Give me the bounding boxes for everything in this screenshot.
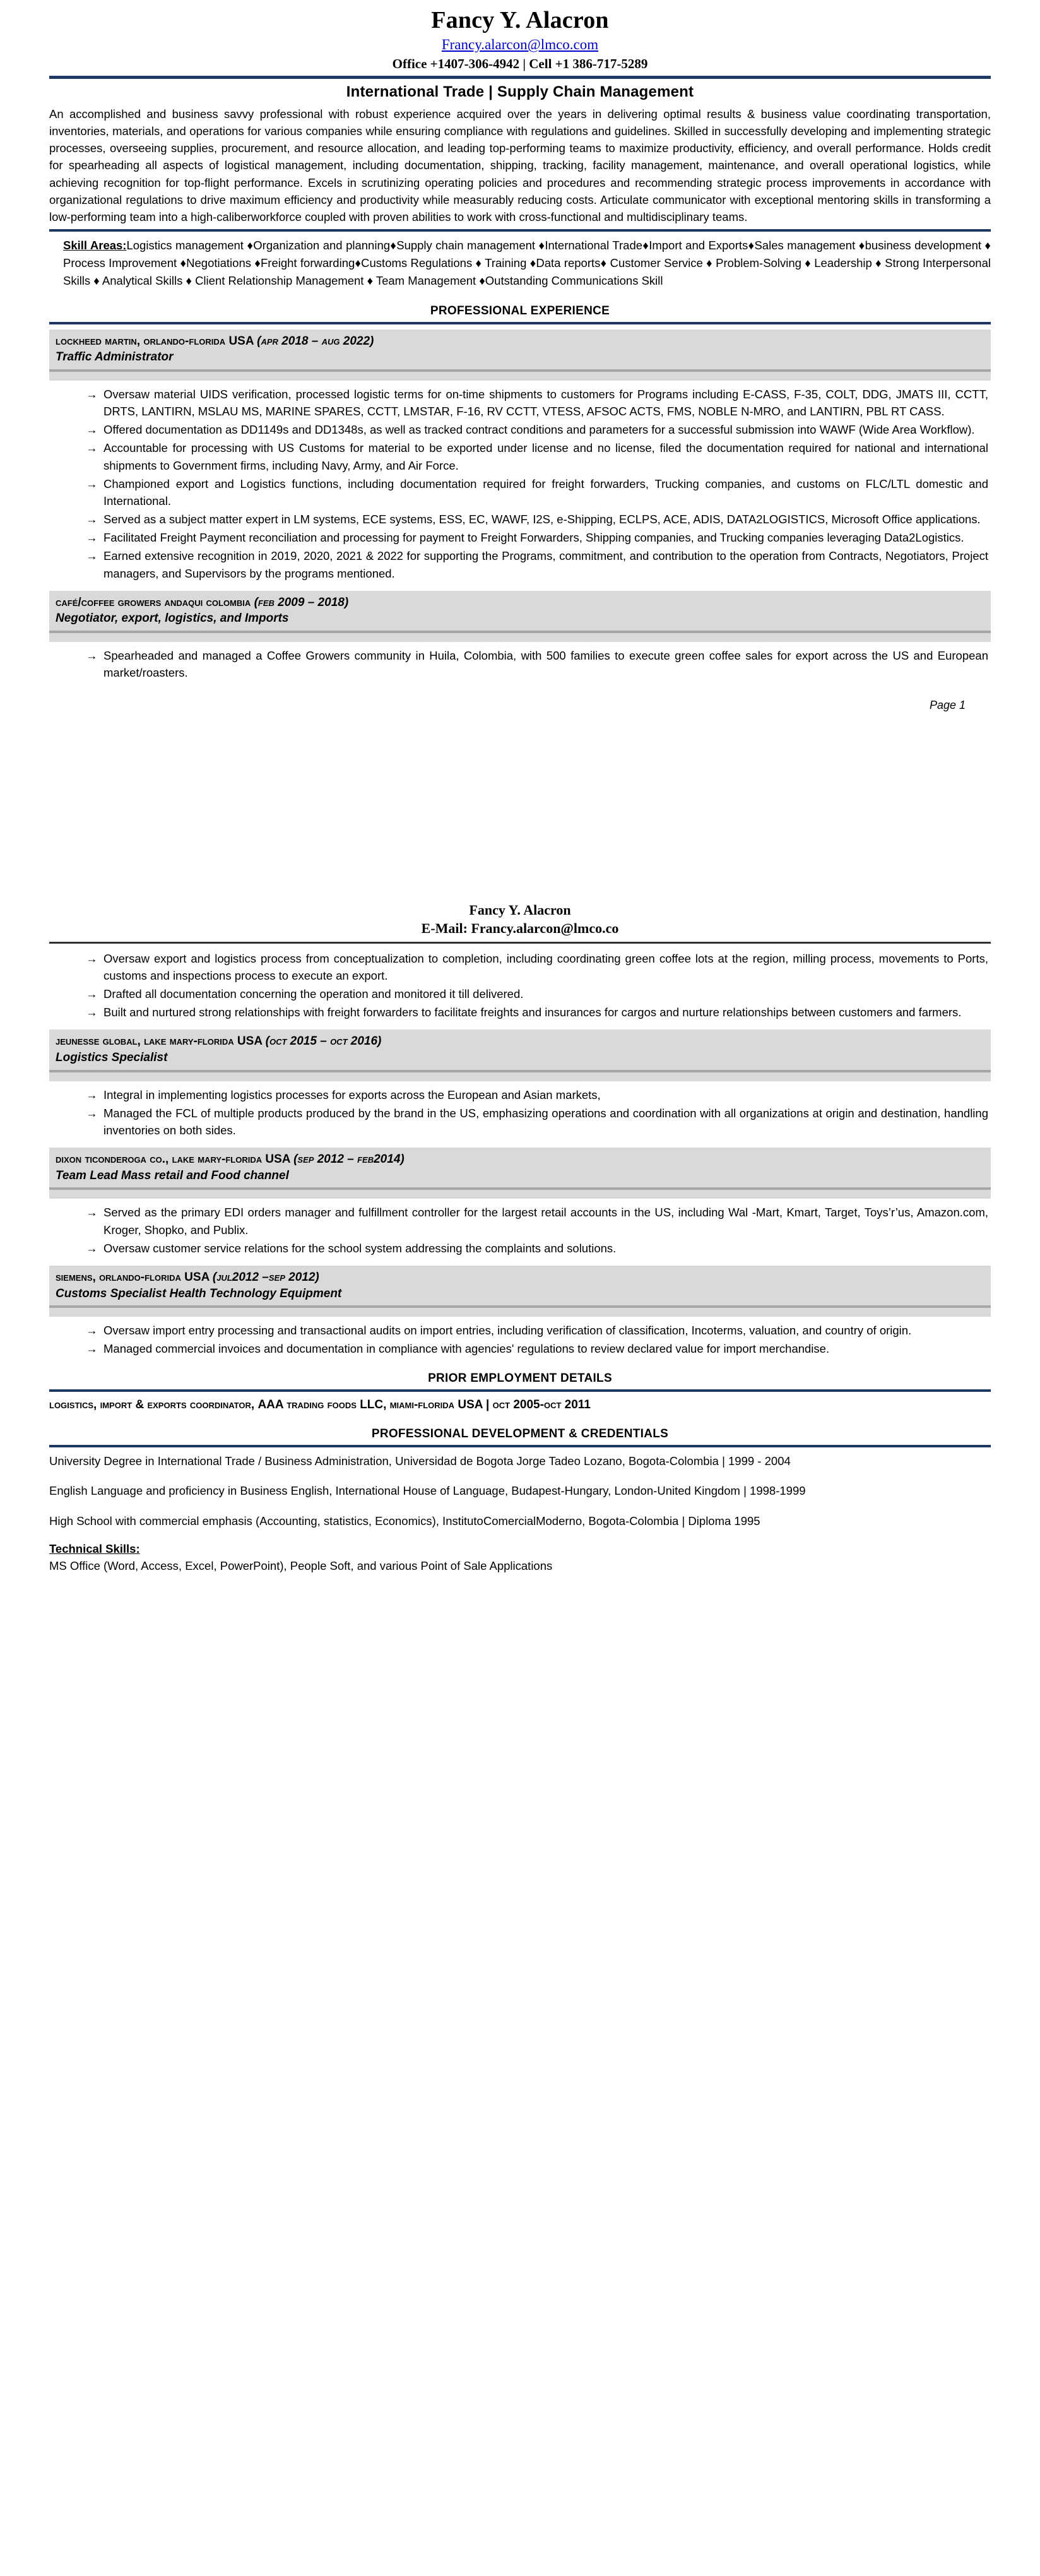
job-header-bar	[49, 591, 991, 631]
prior-employment-company: trading foods	[287, 1398, 360, 1411]
credential-item: University Degree in International Trade / Business Administration, Universidad de Bogota Jorge Tadeo Lozano, Bogota-Colombia | 1999 - 2004	[49, 1454, 791, 1468]
job-company-line	[56, 1151, 984, 1168]
list-item: → Managed the FCL of multiple products produced by the brand in the US, emphasizing operations and coordination with all organizations at origin and destination, handling inventories on both sides.	[86, 1105, 988, 1139]
job-role-title: Customs Specialist Health Technology Equipment	[56, 1286, 342, 1300]
list-item: → Served as a subject matter expert in LM systems, ECE systems, ESS, EC, WAWF, I2S, e-Shipping, ECLPS, ACE, ADIS, DATA2LOGISTICS, Microsoft Office applications.	[86, 511, 988, 528]
skill-areas	[49, 237, 991, 290]
prior-employment-entry	[49, 1397, 991, 1414]
job-entry	[49, 329, 991, 582]
skills-divider	[49, 229, 991, 232]
job-entry	[49, 1266, 991, 1358]
page-number-footer: Page 1	[929, 699, 966, 712]
list-item: → Served as the primary EDI orders manager and fulfillment controller for the largest retail accounts in the US, including Wal -Mart, Kmart, Target, Toys’r’us, Amazon.com, Kroger, Shopko, and Publix.	[86, 1204, 988, 1238]
job-company-line	[56, 1269, 984, 1286]
job-company-line	[56, 333, 984, 350]
job-dates: (jul2012 –sep 2012)	[212, 1270, 319, 1284]
job-company-name: jeunesse global, lake mary-florida	[56, 1035, 237, 1048]
job-role-title: Logistics Specialist	[56, 1051, 168, 1064]
list-item: → Integral in implementing logistics processes for exports across the European and Asian markets,	[86, 1086, 988, 1103]
list-item: → Spearheaded and managed a Coffee Growers community in Huila, Colombia, with 500 families to execute green coffee sales for export across the US and European market/roasters.	[86, 647, 988, 681]
job-company-country: USA	[228, 334, 257, 348]
page-two-email: E-Mail: Francy.alarcon@lmco.co	[421, 920, 619, 937]
job-header-bar	[49, 329, 991, 369]
phone-numbers: Office +1407-306-4942 | Cell +1 386-717-5289	[392, 56, 648, 71]
credential-item: English Language and proficiency in Business English, International House of Language, Budapest-Hungary, London-United Kingdom | 1998-1999	[49, 1484, 806, 1498]
section-heading-professional-experience: PROFESSIONAL EXPERIENCE	[430, 304, 610, 318]
job-header-bar-footer	[49, 1305, 991, 1317]
job-bullet-list	[49, 1086, 991, 1139]
prior-employment-location: miami-florida	[389, 1398, 458, 1411]
experience-divider	[49, 322, 991, 324]
page-two-divider	[49, 942, 991, 944]
prior-employment-entity: LLC,	[360, 1398, 390, 1411]
prior-employment-divider	[49, 1389, 991, 1392]
prior-employment-country: USA |	[458, 1398, 493, 1411]
job-dates: (apr 2018 – aug 2022)	[257, 334, 374, 348]
section-heading-prior-employment: PRIOR EMPLOYMENT DETAILS	[428, 1371, 612, 1385]
job-company-name: lockheed martin, orlando-florida	[56, 334, 229, 348]
list-item: → Facilitated Freight Payment reconciliation and processing for payment to Freight Forwarders, Shipping companies, and Trucking companies leveraging Data2Logistics.	[86, 529, 988, 546]
page-break-spacer	[49, 712, 991, 901]
list-item: → Built and nurtured strong relationships with freight forwarders to facilitate freights and insurances for cargos and nurture relationships between customers and farmers.	[86, 1004, 988, 1021]
list-item: → Drafted all documentation concerning the operation and monitored it till delivered.	[86, 985, 988, 1002]
job-company-country: USA	[184, 1270, 213, 1284]
job-header-bar	[49, 1266, 991, 1305]
list-item: → Oversaw customer service relations for the school system addressing the complaints and solutions.	[86, 1240, 988, 1257]
prior-employment-dates: oct 2005-oct 2011	[492, 1398, 591, 1411]
professional-summary: An accomplished and business savvy professional with robust experience acquired over the years in delivering optimal results & business value coordinating transportation, inventories, materials, and operations for various companies while ensuring compliance with regulations and guidelines. Skilled in successfully developing and implementing strategic processes, overseeing supplies, procurement, and resource allocation, and leading top-performing teams to maximize productivity, efficiency, and overall performance. Holds credit for spearheading all aspects of logistical management, including documentation, shipping, tracking, facility management, maintenance, and overall operational logistics, while achieving recognition for top-flight performance. Excels in scrutinizing operating policies and procedures and recommending strategic process improvements in accordance with organizational regulations to drive maximum efficiency and productivity while measurably reducing costs. Articulate communicator with exceptional mentoring skills in transforming a low-performing team into a high-caliberworkforce coupled with proven abilities to work with cross-functional and multidisciplinary teams.	[49, 107, 991, 223]
job-role-title: Negotiator, export, logistics, and Imports	[56, 612, 289, 626]
page-two-name: Fancy Y. Alacron	[469, 902, 571, 918]
job-header-bar	[49, 1148, 991, 1187]
page-title: Fancy Y. Alacron	[431, 7, 609, 33]
job-role-title: Team Lead Mass retail and Food channel	[56, 1168, 289, 1182]
technical-skills-list: MS Office (Word, Access, Excel, PowerPoint), People Soft, and various Point of Sale Applications	[49, 1558, 553, 1572]
job-header-bar-footer	[49, 1070, 991, 1081]
prior-employment-role: logistics, import & exports coordinator,	[49, 1398, 258, 1411]
job-company-country: USA	[265, 1153, 294, 1166]
job-dates: (sep 2012 – feb2014)	[293, 1153, 405, 1166]
continued-bullet-list	[49, 950, 991, 1021]
job-bullet-list	[49, 1204, 991, 1257]
job-company-line	[56, 1033, 984, 1050]
job-bullet-list	[49, 1322, 991, 1357]
job-entry	[49, 1148, 991, 1257]
skill-areas-list: Logistics management ♦Organization and planning♦Supply chain management ♦International Trade♦Import and Exports♦Sales management ♦business development ♦ Process Improvement ♦Negotiations ♦Freight forwarding♦Customs Regulations ♦ Training ♦Data reports♦ Customer Service ♦ Problem-Solving ♦ Leadership ♦ Strong Interpersonal Skills ♦ Analytical Skills ♦ Client Relationship Management ♦ Team Management ♦Outstanding Communications Skill	[63, 239, 991, 288]
job-bullet-list	[49, 386, 991, 582]
job-header-bar-footer	[49, 631, 991, 642]
job-dates: (feb 2009 – 2018)	[254, 595, 349, 609]
job-company-country: USA	[237, 1035, 266, 1048]
job-bullet-list	[49, 647, 991, 681]
job-entry	[49, 1030, 991, 1139]
list-item: → Oversaw import entry processing and transactional audits on import entries, including verification of classification, Incoterms, valuation, and country of origin.	[86, 1322, 988, 1339]
list-item: → Oversaw material UIDS verification, processed logistic terms for on-time shipments to customers for Programs including E-CASS, F-35, COLT, DDG, JMATS III, CCTT, DRTS, LANTIRN, MSLAU MS, MARINE SPARES, CCTT, LMSTAR, F-16, RV CCTT, VTESS, AFSOC ACTS, FMS, NOBLE N-MRO, and LANTIRN, PBL RT CASS.	[86, 386, 988, 420]
prior-employment-company-caps: AAA	[257, 1398, 287, 1411]
email-link[interactable]: Francy.alarcon@lmco.com	[441, 37, 599, 53]
job-header-bar-footer	[49, 369, 991, 381]
professional-title: International Trade | Supply Chain Management	[346, 83, 694, 100]
job-role-title: Traffic Administrator	[56, 350, 174, 364]
list-item: → Oversaw export and logistics process from conceptualization to completion, including coordinating green coffee lots at the region, milling process, movements to Ports, customs and inspections process to execute an export.	[86, 950, 988, 984]
header-divider	[49, 76, 991, 79]
list-item: → Championed export and Logistics functions, including documentation required for freight forwarders, Trucking companies, and customs on FLC/LTL domestic and International.	[86, 475, 988, 509]
job-company-name: café/coffee growers andaqui colombia	[56, 595, 254, 609]
resume-document	[0, 8, 1040, 2576]
job-entry	[49, 591, 991, 682]
skill-areas-label: Skill Areas:	[63, 239, 127, 252]
list-item: → Accountable for processing with US Customs for material to be exported under license and no license, filed the documentation required for national and international shipments to Government firms, including Navy, Army, and Air Force.	[86, 439, 988, 473]
job-company-name: dixon ticonderoga co., lake mary-florida	[56, 1153, 266, 1166]
section-heading-professional-development: PROFESSIONAL DEVELOPMENT & CREDENTIALS	[371, 1427, 669, 1441]
job-company-name: siemens, orlando-florida	[56, 1270, 185, 1284]
job-header-bar	[49, 1030, 991, 1069]
credential-item: High School with commercial emphasis (Accounting, statistics, Economics), InstitutoComercialModerno, Bogota-Colombia | Diploma 1995	[49, 1514, 760, 1528]
job-header-bar-footer	[49, 1187, 991, 1199]
credentials-divider	[49, 1445, 991, 1447]
job-company-line	[56, 595, 984, 611]
job-dates: (oct 2015 – oct 2016)	[265, 1035, 382, 1048]
technical-skills-label: Technical Skills:	[49, 1541, 140, 1555]
list-item: → Offered documentation as DD1149s and DD1348s, as well as tracked contract conditions and parameters for a successful submission into WAWF (Wide Area Workflow).	[86, 421, 988, 438]
list-item: → Earned extensive recognition in 2019, 2020, 2021 & 2022 for supporting the Programs, commitment, and contribution to the operation from Contracts, Negotiators, Project managers, and Supervisors by the programs mentioned.	[86, 547, 988, 581]
list-item: → Managed commercial invoices and documentation in compliance with agencies' regulations to review declared value for import merchandise.	[86, 1340, 988, 1357]
